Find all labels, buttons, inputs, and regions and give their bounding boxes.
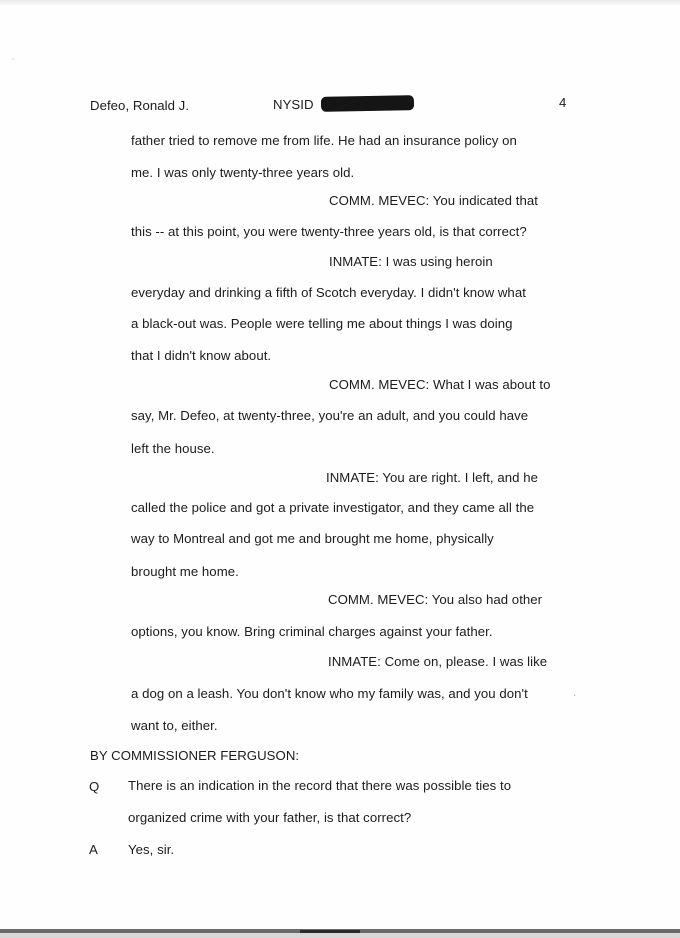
nysid-redaction [321, 95, 414, 112]
examiner-heading: BY COMMISSIONER FERGUSON: [90, 748, 300, 763]
speaker-line: INMATE: Come on, please. I was like [328, 654, 548, 669]
scan-speck: ˙ [12, 58, 16, 69]
speaker-line: COMM. MEVEC: You indicated that [329, 193, 538, 208]
speaker-line: INMATE: I was using heroin [329, 254, 493, 269]
answer-label: A [89, 842, 98, 857]
question-label: Q [89, 779, 100, 794]
speaker-line: COMM. MEVEC: What I was about to [329, 377, 551, 392]
question-line: There is an indication in the record that there was possible ties to [128, 778, 512, 793]
transcript-line: everyday and drinking a fifth of Scotch everyday. I didn't know what [131, 285, 526, 300]
page-number: 4 [559, 95, 567, 110]
transcript-line: way to Montreal and got me and brought me home, physically [131, 531, 494, 546]
transcript-line: me. I was only twenty-three years old. [131, 165, 355, 180]
header-nysid-label: NYSID [273, 97, 314, 112]
speaker-line: COMM. MEVEC: You also had other [328, 592, 543, 607]
transcript-line: father tried to remove me from life. He had an insurance policy on [131, 133, 517, 148]
transcript-line: say, Mr. Defeo, at twenty-three, you're an adult, and you could have [131, 408, 529, 423]
scan-bottom-margin [0, 933, 680, 938]
scan-speck: · [573, 690, 577, 701]
question-line: organized crime with your father, is that correct? [128, 810, 412, 825]
transcript-line: that I didn't know about. [131, 348, 272, 363]
speaker-line: INMATE: You are right. I left, and he [326, 470, 538, 485]
transcript-line: brought me home. [131, 564, 239, 579]
transcript-line: a black-out was. People were telling me about things I was doing [131, 316, 513, 331]
transcript-line: called the police and got a private investigator, and they came all the [131, 500, 535, 515]
transcript-line: want to, either. [131, 718, 218, 733]
answer-line: Yes, sir. [128, 842, 175, 857]
transcript-line: options, you know. Bring criminal charges against your father. [131, 624, 493, 639]
scan-top-shadow [0, 0, 680, 6]
transcript-line: left the house. [131, 441, 215, 456]
transcript-line: this -- at this point, you were twenty-three years old, is that correct? [131, 224, 527, 239]
header-name: Defeo, Ronald J. [90, 98, 190, 113]
transcript-line: a dog on a leash. You don't know who my family was, and you don't [131, 686, 528, 701]
